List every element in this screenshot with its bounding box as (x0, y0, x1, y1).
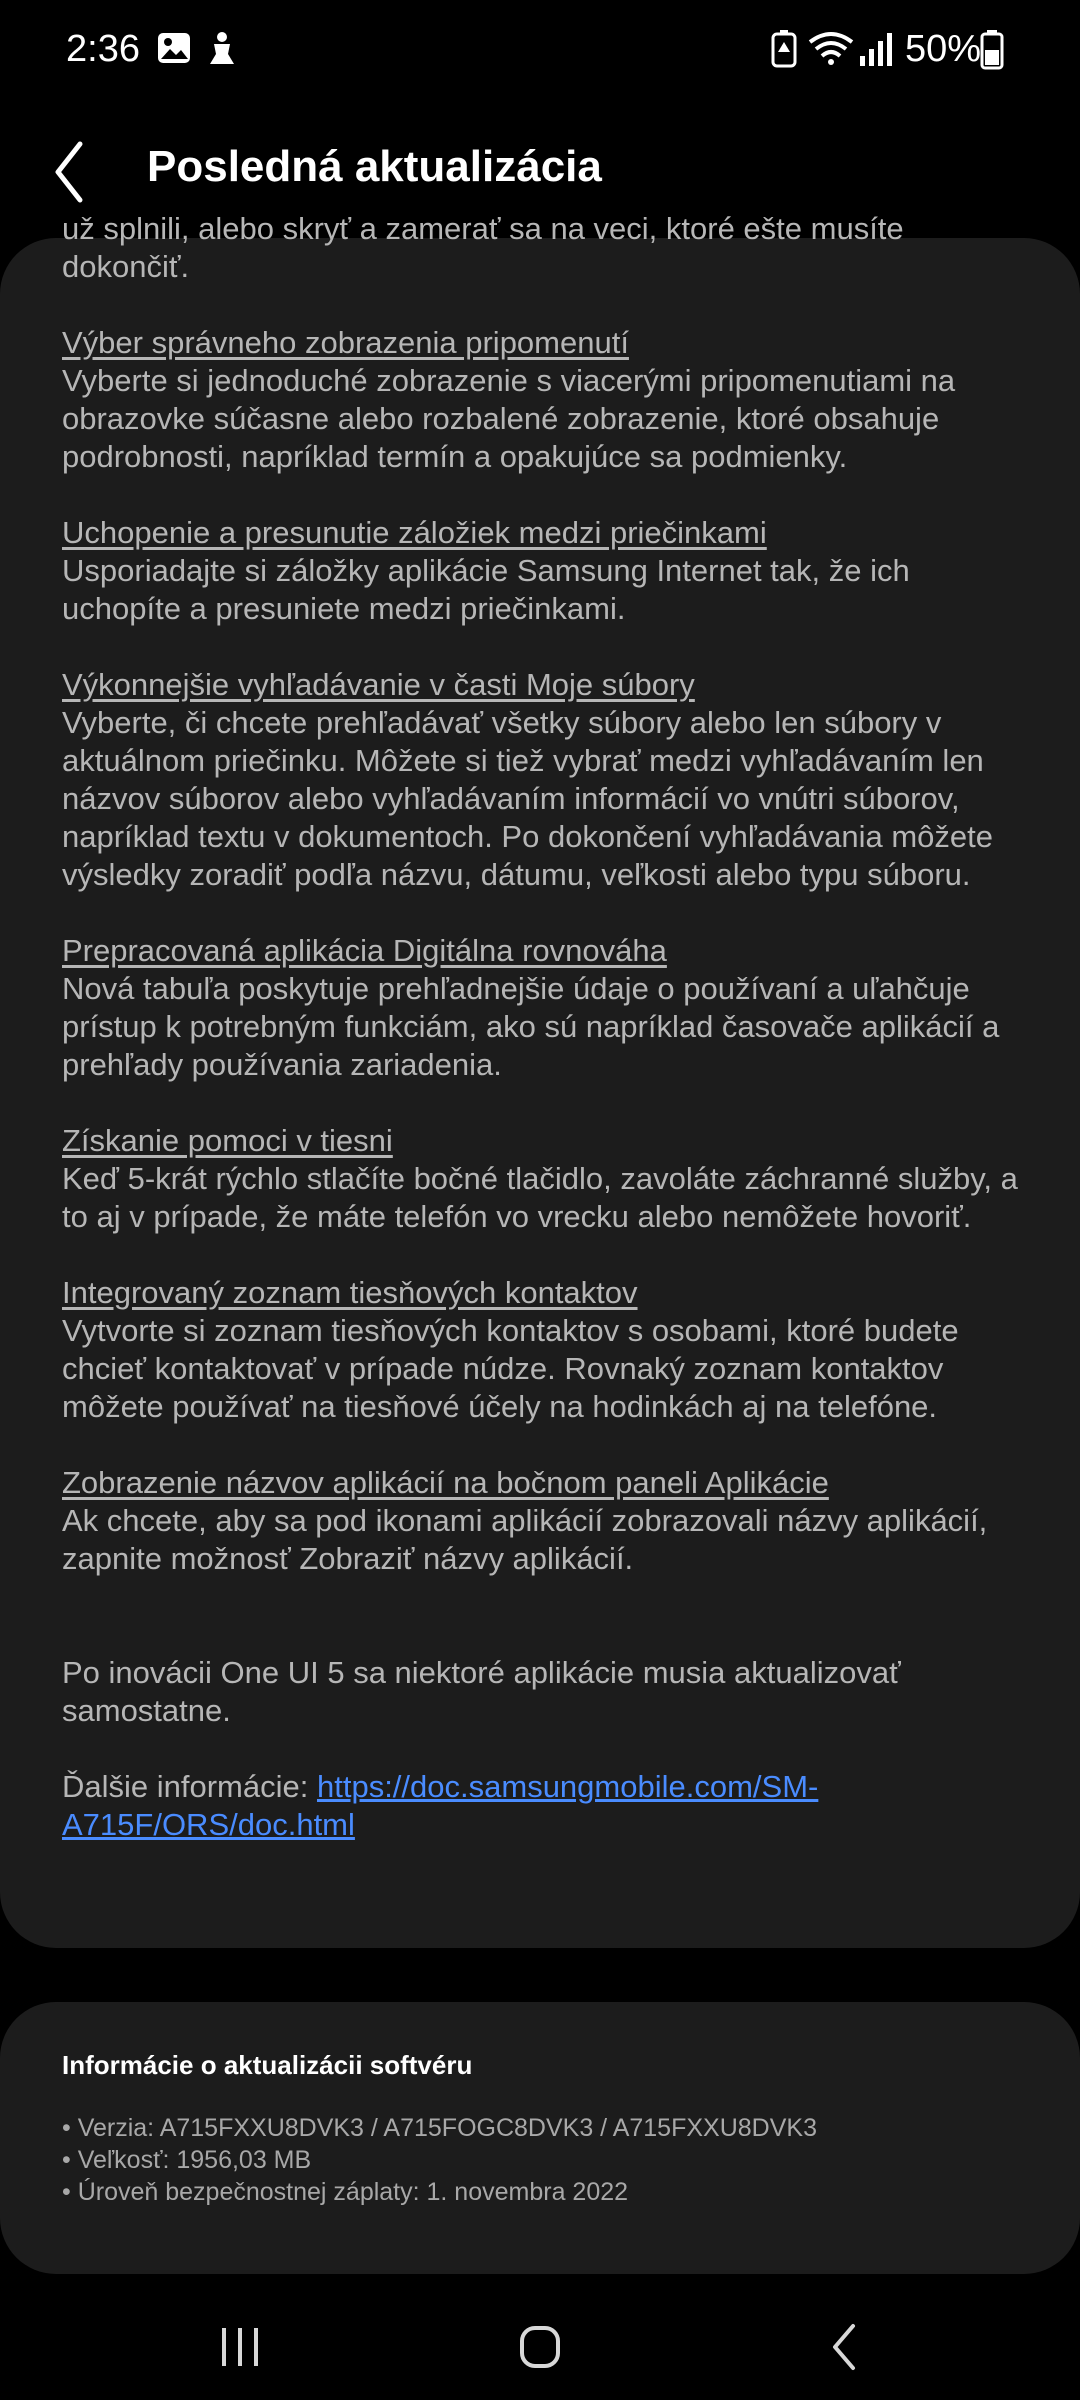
feature-body: Vytvorte si zoznam tiesňových kontaktov s osobami, ktoré budete chcieť kontaktovať v prípade núdze. Rovnaký zoznam kontaktov môžete používať na tiesňové účely na hodinkách aj na telefóne. (62, 1313, 959, 1424)
info-list (62, 2112, 817, 2208)
more-info-label: Ďalšie informácie: (62, 1769, 317, 1804)
more-info (62, 1768, 1018, 1844)
feature-section (62, 324, 1018, 476)
navigation-bar (0, 2290, 1080, 2400)
back-icon (785, 2310, 905, 2384)
home-button[interactable] (480, 2310, 600, 2384)
page-title: Posledná aktualizácia (147, 142, 602, 191)
feature-title: Uchopenie a presunutie záložiek medzi priečinkami (62, 515, 767, 550)
feature-body: Usporiadajte si záložky aplikácie Samsung Internet tak, že ich uchopíte a presuniete medzi priečinkami. (62, 553, 910, 626)
status-bar (0, 0, 1080, 108)
battery-percent: 50% (905, 28, 982, 70)
spacer (62, 1616, 1018, 1654)
accessibility-icon (204, 30, 240, 68)
feature-title: Zobrazenie názvov aplikácií na bočnom paneli Aplikácie (62, 1465, 829, 1500)
feature-section (62, 514, 1018, 628)
battery-saver-icon (770, 30, 798, 68)
feature-section (62, 1274, 1018, 1426)
chevron-left-icon (38, 134, 108, 210)
cut-paragraph: už splnili, alebo skryť a zamerať sa na veci, ktoré ešte musíte dokončiť. (62, 211, 904, 284)
recent-apps-button[interactable] (180, 2310, 300, 2384)
feature-section (62, 666, 1018, 894)
feature-title: Získanie pomoci v tiesni (62, 1123, 393, 1158)
home-icon (480, 2310, 600, 2384)
software-info-card (0, 2002, 1080, 2274)
feature-title: Výber správneho zobrazenia pripomenutí (62, 325, 629, 360)
feature-body: Ak chcete, aby sa pod ikonami aplikácií zobrazovali názvy aplikácií, zapnite možnosť Zobraziť názvy aplikácií. (62, 1503, 988, 1576)
feature-title: Výkonnejšie vyhľadávanie v časti Moje súbory (62, 667, 695, 702)
feature-body: Vyberte, či chcete prehľadávať všetky súbory alebo len súbory v aktuálnom priečinku. Môžete si tiež vybrať medzi vyhľadávaním len názvov súborov alebo vyhľadávaním informácií vo vnútri súborov, napríklad textu v dokumentoch. Po dokončení vyhľadávania môžete výsledky zoradiť podľa názvu, dátumu, veľkosti alebo typu súboru. (62, 705, 993, 892)
release-notes-card[interactable] (0, 211, 1080, 1948)
feature-title: Prepracovaná aplikácia Digitálna rovnováha (62, 933, 667, 968)
nav-back-button[interactable] (785, 2310, 905, 2384)
info-size: • Veľkosť: 1956,03 MB (62, 2146, 312, 2174)
info-security-patch: • Úroveň bezpečnostnej záplaty: 1. novembra 2022 (62, 2178, 629, 2206)
feature-body: Nová tabuľa poskytuje prehľadnejšie údaje o používaní a uľahčuje prístup k potrebným funkciám, ako sú napríklad časovače aplikácií a prehľady používania zariadenia. (62, 971, 1000, 1082)
more-info-link[interactable]: https://doc.samsungmobile.com/SM-A715F/ORS/doc.html (62, 1769, 819, 1842)
info-version: • Verzia: A715FXXU8DVK3 / A715FOGC8DVK3 / A715FXXU8DVK3 (62, 2114, 817, 2142)
wifi-icon (808, 30, 854, 70)
back-button[interactable] (38, 134, 108, 210)
feature-section (62, 1122, 1018, 1236)
feature-section (62, 932, 1018, 1084)
status-time: 2:36 (66, 28, 140, 70)
feature-title: Integrovaný zoznam tiesňových kontaktov (62, 1275, 638, 1310)
release-notes-scroll (0, 210, 1080, 1844)
info-title: Informácie o aktualizácii softvéru (62, 2050, 473, 2080)
feature-body: Vyberte si jednoduché zobrazenie s viacerými pripomenutiami na obrazovke súčasne alebo rozbalené zobrazenie, ktoré obsahuje podrobnosti, napríklad termín a opakujúce sa podmienky. (62, 363, 956, 474)
signal-icon (858, 30, 894, 68)
battery-icon (980, 30, 1004, 70)
feature-section (62, 1464, 1018, 1578)
gallery-icon (156, 30, 192, 66)
recent-apps-icon (180, 2310, 300, 2384)
feature-body: Keď 5-krát rýchlo stlačíte bočné tlačidlo, zavoláte záchranné služby, a to aj v prípade, že máte telefón vo vrecku alebo nemôžete hovoriť. (62, 1161, 1018, 1234)
update-note: Po inovácii One UI 5 sa niektoré aplikácie musia aktualizovať samostatne. (62, 1655, 901, 1728)
